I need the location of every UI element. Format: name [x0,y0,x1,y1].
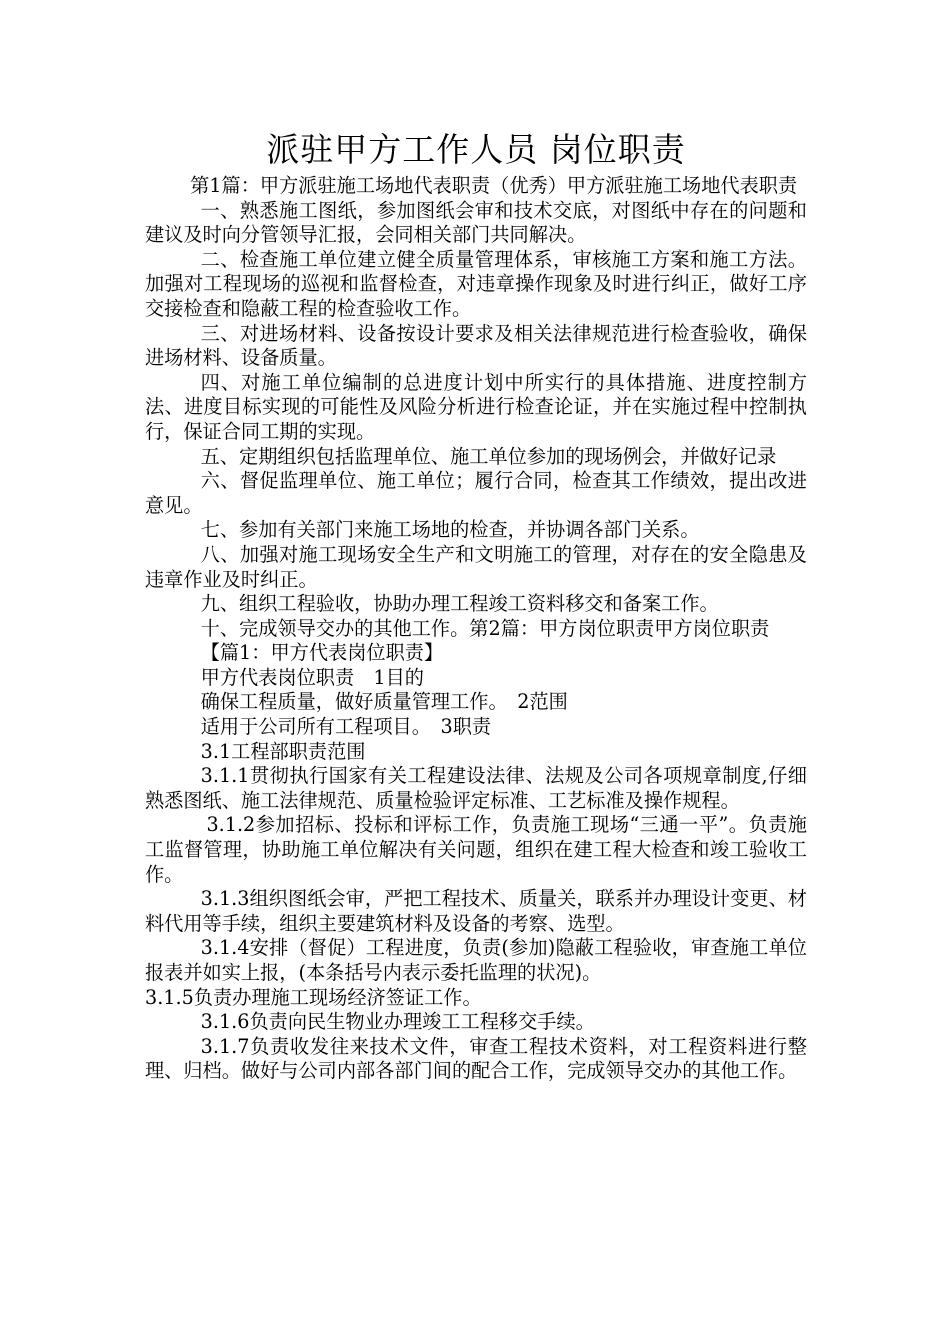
paragraph: 三、对进场材料、设备按设计要求及相关法律规范进行检查验收，确保进场材料、设备质量。 [145,321,807,370]
paragraph: 一、熟悉施工图纸，参加图纸会审和技术交底，对图纸中存在的问题和建议及时向分管领导汇报，会同相关部门共同解决。 [145,198,807,247]
paragraph: 二、检查施工单位建立健全质量管理体系，审核施工方案和施工方法。加强对工程现场的巡视和监督检查，对违章操作现象及时进行纠正，做好工序交接检查和隐蔽工程的检查验收工作。 [145,247,807,320]
paragraph: 3.1工程部职责范围 [200,739,366,763]
paragraph: 甲方代表岗位职责 1目的 [200,665,424,689]
paragraph: 四、对施工单位编制的总进度计划中所实行的具体措施、进度控制方法、进度目标实现的可能性及风险分析进行检查论证，并在实施过程中控制执行，保证合同工期的实现。 [145,370,807,443]
paragraph: 六、督促监理单位、施工单位；履行合同，检查其工作绩效，提出改进意见。 [145,469,807,517]
document-title: 派驻甲方工作人员 岗位职责 [266,130,686,169]
paragraph: 第1篇：甲方派驻施工场地代表职责（优秀）甲方派驻施工场地代表职责 [190,174,798,197]
paragraph: 3.1.3组织图纸会审，严把工程技术、质量关，联系并办理设计变更、材料代用等手续，组织主要建筑材料及设备的考察、选型。 [145,887,807,935]
paragraph: 【篇1：甲方代表岗位职责】 [200,641,444,665]
paragraph: 3.1.1贯彻执行国家有关工程建设法律、法规及公司各项规章制度,仔细熟悉图纸、施工法律规范、质量检验评定标准、工艺标准及操作规程。 [145,764,807,812]
paragraph: 五、定期组织包括监理单位、施工单位参加的现场例会，并做好记录 [200,444,777,468]
paragraph: 七、参加有关部门来施工场地的检查，并协调各部门关系。 [200,518,700,542]
paragraph: 适用于公司所有工程项目。 3职责 [200,715,492,739]
paragraph: 3.1.2参加招标、投标和评标工作，负责施工现场“三通一平”。负责施工监督管理，协助施工单位解决有关问题，组织在建工程大检查和竣工验收工作。 [145,813,807,886]
paragraph: 3.1.4安排（督促）工程进度，负责(参加)隐蔽工程验收，审查施工单位报表并如实上报，(本条括号内表示委托监理的状况)。 [145,936,807,984]
paragraph: 3.1.6负责向民生物业办理竣工工程移交手续。 [200,1010,595,1034]
paragraph: 3.1.7负责收发往来技术文件，审查工程技术资料，对工程资料进行整理、归档。做好与公司内部各部门间的配合工作，完成领导交办的其他工作。 [145,1034,807,1083]
paragraph: 确保工程质量，做好质量管理工作。 2范围 [200,690,568,714]
document-body [145,174,807,1084]
paragraph: 十、完成领导交办的其他工作。第2篇：甲方岗位职责甲方岗位职责 [200,616,770,640]
paragraph: 九、组织工程验收，协助办理工程竣工资料移交和备案工作。 [200,592,719,616]
paragraph: 3.1.5负责办理施工现场经济签证工作。 [145,985,482,1009]
paragraph: 八、加强对施工现场安全生产和文明施工的管理，对存在的安全隐患及违章作业及时纠正。 [145,542,807,591]
